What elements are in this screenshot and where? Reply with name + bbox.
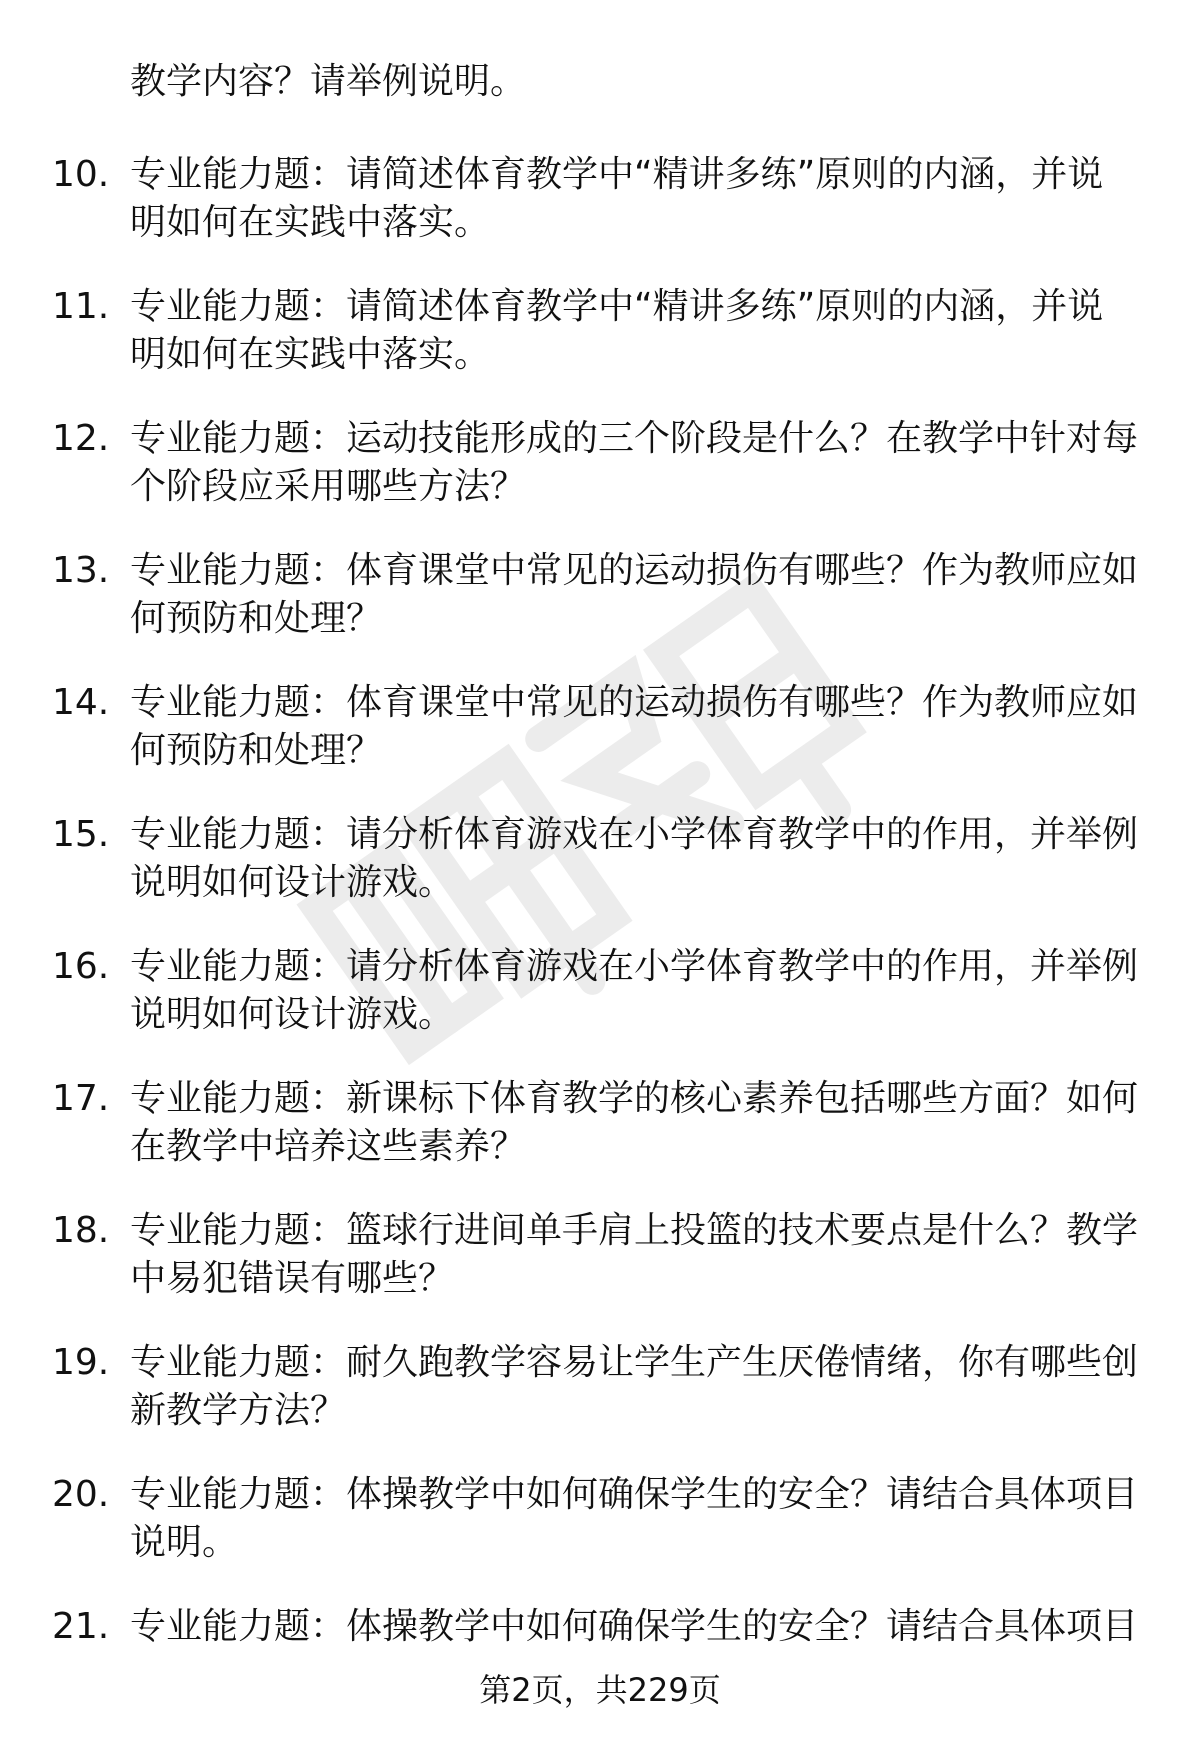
question-text: [130, 1603, 1140, 1651]
question-item: [0, 151, 1200, 283]
question-item: [0, 547, 1200, 679]
question-item: [0, 811, 1200, 943]
question-text: [130, 943, 1140, 1039]
question-text-line: 专业能力题：请分析体育游戏在小学体育教学中的作用，并举例: [130, 814, 1139, 855]
question-text-line: 何预防和处理？: [130, 730, 383, 771]
question-text-line: 专业能力题：体育课堂中常见的运动损伤有哪些？作为教师应如: [130, 550, 1139, 591]
question-text-line: 专业能力题：运动技能形成的三个阶段是什么？在教学中针对每: [130, 418, 1139, 459]
question-text-line: 专业能力题：耐久跑教学容易让学生产生厌倦情绪，你有哪些创: [130, 1342, 1139, 1383]
question-text: [130, 811, 1140, 907]
question-text-line: 专业能力题：请简述体育教学中“精讲多练”原则的内涵，并说: [130, 154, 1104, 195]
question-text-line: 专业能力题：体操教学中如何确保学生的安全？请结合具体项目: [130, 1474, 1139, 1515]
question-number: 11.: [52, 286, 110, 327]
question-item: [0, 283, 1200, 415]
question-number: 14.: [52, 682, 110, 723]
question-text: [130, 1339, 1140, 1435]
question-text-line: 专业能力题：体育课堂中常见的运动损伤有哪些？作为教师应如: [130, 682, 1139, 723]
question-number: 16.: [52, 946, 110, 987]
question-item: [0, 1339, 1200, 1471]
question-number: 21.: [52, 1606, 110, 1647]
question-number: 12.: [52, 418, 110, 459]
question-text-line: 明如何在实践中落实。: [130, 334, 491, 375]
question-text-line: 何预防和处理？: [130, 598, 383, 639]
question-text: [130, 151, 1140, 247]
question-number: 13.: [52, 550, 110, 591]
question-text-line: 专业能力题：新课标下体育教学的核心素养包括哪些方面？如何: [130, 1078, 1139, 1119]
question-text: [130, 547, 1140, 643]
question-text-line: 新教学方法？: [130, 1390, 347, 1431]
question-text-line: 个阶段应采用哪些方法？: [130, 466, 527, 507]
question-text: [130, 415, 1140, 511]
question-text-line: 专业能力题：体操教学中如何确保学生的安全？请结合具体项目: [130, 1606, 1139, 1647]
question-item: [0, 679, 1200, 811]
question-number: 20.: [52, 1474, 110, 1515]
question-number: 15.: [52, 814, 110, 855]
question-text: [130, 1075, 1140, 1171]
question-text-line: 中易犯错误有哪些？: [130, 1258, 455, 1299]
question-text: [130, 1471, 1140, 1567]
question-number: 19.: [52, 1342, 110, 1383]
question-text-line: 专业能力题：请分析体育游戏在小学体育教学中的作用，并举例: [130, 946, 1139, 987]
question-number: 18.: [52, 1210, 110, 1251]
question-text-line: 专业能力题：请简述体育教学中“精讲多练”原则的内涵，并说: [130, 286, 1104, 327]
continued-question-text: 教学内容？请举例说明。: [130, 61, 527, 102]
question-text: [130, 1207, 1140, 1303]
question-text-line: 说明。: [130, 1522, 239, 1563]
question-number: 17.: [52, 1078, 110, 1119]
question-item: [0, 415, 1200, 547]
question-text-line: 在教学中培养这些素养？: [130, 1126, 527, 1167]
question-text: [130, 283, 1140, 379]
page-number: 第2页，共229页: [479, 1671, 721, 1709]
question-text-line: 说明如何设计游戏。: [130, 994, 455, 1035]
question-text-line: 专业能力题：篮球行进间单手肩上投篮的技术要点是什么？教学: [130, 1210, 1139, 1251]
question-item: [0, 943, 1200, 1075]
question-number: 10.: [52, 154, 110, 195]
question-item: [0, 1207, 1200, 1339]
question-text-line: 明如何在实践中落实。: [130, 202, 491, 243]
question-text: [130, 679, 1140, 775]
question-item: [0, 1075, 1200, 1207]
question-list: [0, 151, 1200, 1735]
question-text-line: 说明如何设计游戏。: [130, 862, 455, 903]
question-item: [0, 1471, 1200, 1603]
